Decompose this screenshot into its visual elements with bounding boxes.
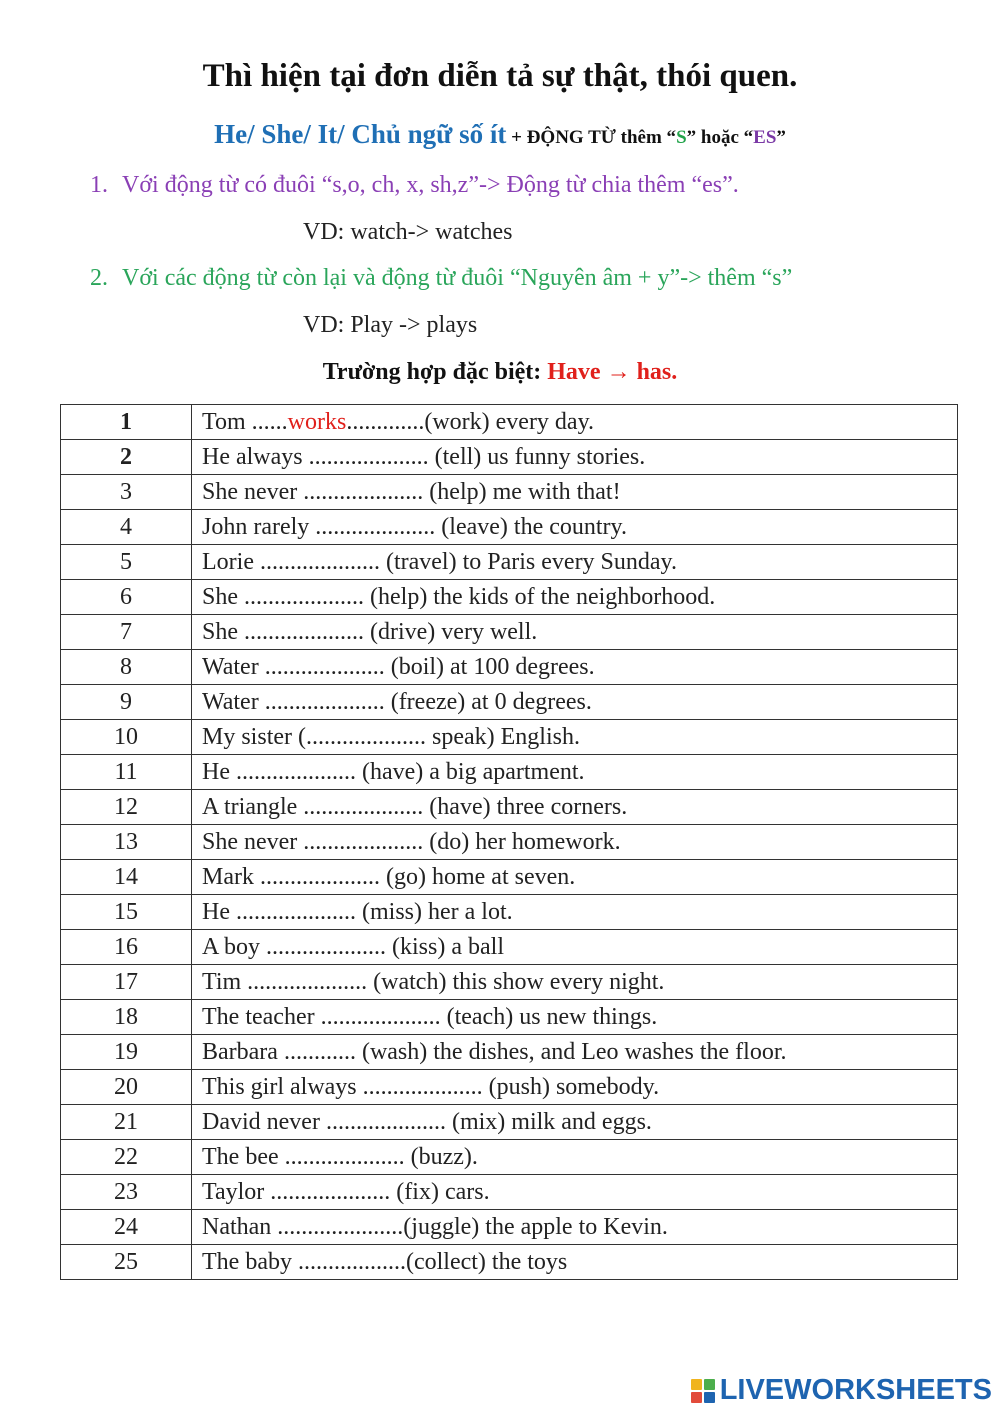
table-row: [61, 685, 958, 720]
sentence-text: The teacher .................... (teach) us new things.: [202, 1004, 658, 1030]
table-row: [61, 860, 958, 895]
sentence-text: Tom ......: [202, 409, 288, 435]
exercise-number: 19: [61, 1035, 192, 1070]
sentence-text-after: .............(work) every day.: [346, 409, 595, 435]
table-row: [61, 580, 958, 615]
sentence-text: She .................... (drive) very well.: [202, 619, 538, 645]
exercise-number: 16: [61, 930, 192, 965]
table-row: [61, 1245, 958, 1280]
table-row: [61, 1000, 958, 1035]
exercise-sentence[interactable]: [192, 930, 958, 965]
exercise-sentence[interactable]: [192, 965, 958, 1000]
subtitle-s: S: [676, 127, 687, 148]
exercise-sentence[interactable]: [192, 1210, 958, 1245]
table-row: [61, 440, 958, 475]
exercise-number: 23: [61, 1175, 192, 1210]
sentence-text: Nathan .....................(juggle) the apple to Kevin.: [202, 1214, 668, 1240]
subtitle-rest-suffix: ”: [776, 127, 786, 148]
subtitle-es: ES: [753, 127, 777, 148]
exercise-sentence[interactable]: [192, 440, 958, 475]
rule-1-example: VD: watch-> watches: [303, 219, 513, 245]
exercise-number: 11: [61, 755, 192, 790]
exercise-sentence[interactable]: [192, 685, 958, 720]
exercise-number: 1: [61, 405, 192, 440]
exercise-number: 22: [61, 1140, 192, 1175]
sentence-text: Tim .................... (watch) this show every night.: [202, 969, 665, 995]
table-row: [61, 720, 958, 755]
exercise-sentence[interactable]: [192, 1245, 958, 1280]
table-row: [61, 755, 958, 790]
sentence-text: Mark .................... (go) home at seven.: [202, 864, 576, 890]
liveworksheets-logo: [690, 1374, 992, 1407]
sentence-text: He always .................... (tell) us funny stories.: [202, 444, 646, 470]
rule-1: [90, 172, 739, 199]
subtitle-rest-middle: ” hoặc “: [686, 127, 754, 148]
table-row: [61, 615, 958, 650]
sentence-text: Lorie .................... (travel) to Paris every Sunday.: [202, 549, 677, 575]
exercise-sentence[interactable]: [192, 825, 958, 860]
exercise-number: 13: [61, 825, 192, 860]
table-row: [61, 405, 958, 440]
special-case: [0, 359, 1000, 386]
subtitle-rest-prefix: + ĐỘNG TỪ thêm “: [506, 127, 677, 148]
table-row: [61, 1035, 958, 1070]
exercise-table: [60, 404, 958, 1280]
exercise-number: 6: [61, 580, 192, 615]
sentence-text: The baby ..................(collect) the toys: [202, 1249, 568, 1275]
exercise-sentence[interactable]: [192, 1105, 958, 1140]
special-case-value: Have → has.: [547, 359, 678, 385]
sentence-text: She never .................... (help) me with that!: [202, 479, 621, 505]
sentence-text: David never .................... (mix) milk and eggs.: [202, 1109, 652, 1135]
table-row: [61, 1210, 958, 1245]
exercise-number: 25: [61, 1245, 192, 1280]
exercise-sentence[interactable]: [192, 895, 958, 930]
sentence-text: He .................... (have) a big apartment.: [202, 759, 585, 785]
exercise-sentence[interactable]: [192, 1140, 958, 1175]
rule-2-example: VD: Play -> plays: [303, 312, 478, 338]
special-case-label: Trường hợp đặc biệt:: [322, 359, 548, 385]
exercise-sentence[interactable]: [192, 1175, 958, 1210]
rule-2-number: 2.: [90, 265, 108, 291]
exercise-number: 18: [61, 1000, 192, 1035]
exercise-sentence[interactable]: [192, 1070, 958, 1105]
sentence-text: Barbara ............ (wash) the dishes, and Leo washes the floor.: [202, 1039, 787, 1065]
sentence-text: She .................... (help) the kids of the neighborhood.: [202, 584, 716, 610]
table-row: [61, 545, 958, 580]
exercise-number: 9: [61, 685, 192, 720]
table-row: [61, 930, 958, 965]
exercise-number: 8: [61, 650, 192, 685]
table-row: [61, 510, 958, 545]
exercise-sentence[interactable]: [192, 1035, 958, 1070]
exercise-sentence[interactable]: [192, 510, 958, 545]
rule-1-text: Với động từ có đuôi “s,o, ch, x, sh,z”-> Động từ chia thêm “es”.: [122, 172, 739, 198]
exercise-sentence[interactable]: [192, 405, 958, 440]
exercise-number: 21: [61, 1105, 192, 1140]
exercise-sentence[interactable]: [192, 650, 958, 685]
exercise-sentence[interactable]: [192, 1000, 958, 1035]
exercise-number: 12: [61, 790, 192, 825]
sentence-text: John rarely .................... (leave) the country.: [202, 514, 627, 540]
answer-text: works: [287, 409, 347, 435]
sentence-text: Water .................... (boil) at 100 degrees.: [202, 654, 595, 680]
sentence-text: Taylor .................... (fix) cars.: [202, 1179, 490, 1205]
exercise-sentence[interactable]: [192, 860, 958, 895]
sentence-text: This girl always .................... (push) somebody.: [202, 1074, 660, 1100]
exercise-number: 5: [61, 545, 192, 580]
exercise-number: 7: [61, 615, 192, 650]
rule-1-number: 1.: [90, 172, 108, 198]
subtitle-rest: [506, 127, 786, 148]
table-row: [61, 475, 958, 510]
sentence-text: My sister (.................... speak) English.: [202, 724, 580, 750]
sentence-text: The bee .................... (buzz).: [202, 1144, 478, 1170]
page-title: Thì hiện tại đơn diễn tả sự thật, thói quen.: [202, 58, 798, 94]
rule-2-text: Với các động từ còn lại và động từ đuôi “Nguyên âm + y”-> thêm “s”: [122, 265, 793, 291]
exercise-sentence[interactable]: [192, 790, 958, 825]
liveworksheets-logo-icon: [690, 1378, 716, 1404]
exercise-sentence[interactable]: [192, 755, 958, 790]
exercise-sentence[interactable]: [192, 720, 958, 755]
sentence-text: A triangle .................... (have) three corners.: [202, 794, 628, 820]
subtitle-main: He/ She/ It/ Chủ ngữ số ít: [214, 119, 507, 149]
exercise-number: 15: [61, 895, 192, 930]
exercise-sentence[interactable]: [192, 545, 958, 580]
exercise-sentence[interactable]: [192, 475, 958, 510]
sentence-text: A boy .................... (kiss) a ball: [202, 934, 504, 960]
table-row: [61, 965, 958, 1000]
table-row: [61, 1070, 958, 1105]
exercise-number: 2: [61, 440, 192, 475]
exercise-number: 10: [61, 720, 192, 755]
exercise-number: 20: [61, 1070, 192, 1105]
table-row: [61, 790, 958, 825]
sentence-text: He .................... (miss) her a lot.: [202, 899, 513, 925]
sentence-text: She never .................... (do) her homework.: [202, 829, 621, 855]
exercise-number: 24: [61, 1210, 192, 1245]
exercise-number: 17: [61, 965, 192, 1000]
table-row: [61, 895, 958, 930]
exercise-sentence[interactable]: [192, 580, 958, 615]
exercise-number: 14: [61, 860, 192, 895]
table-row: [61, 650, 958, 685]
exercise-number: 3: [61, 475, 192, 510]
table-row: [61, 1140, 958, 1175]
table-row: [61, 1175, 958, 1210]
rule-2: [90, 265, 792, 292]
exercise-number: 4: [61, 510, 192, 545]
subtitle: [0, 119, 1000, 150]
liveworksheets-logo-text: LIVEWORKSHEETS: [719, 1374, 992, 1406]
sentence-text: Water .................... (freeze) at 0 degrees.: [202, 689, 592, 715]
table-row: [61, 1105, 958, 1140]
table-row: [61, 825, 958, 860]
exercise-sentence[interactable]: [192, 615, 958, 650]
